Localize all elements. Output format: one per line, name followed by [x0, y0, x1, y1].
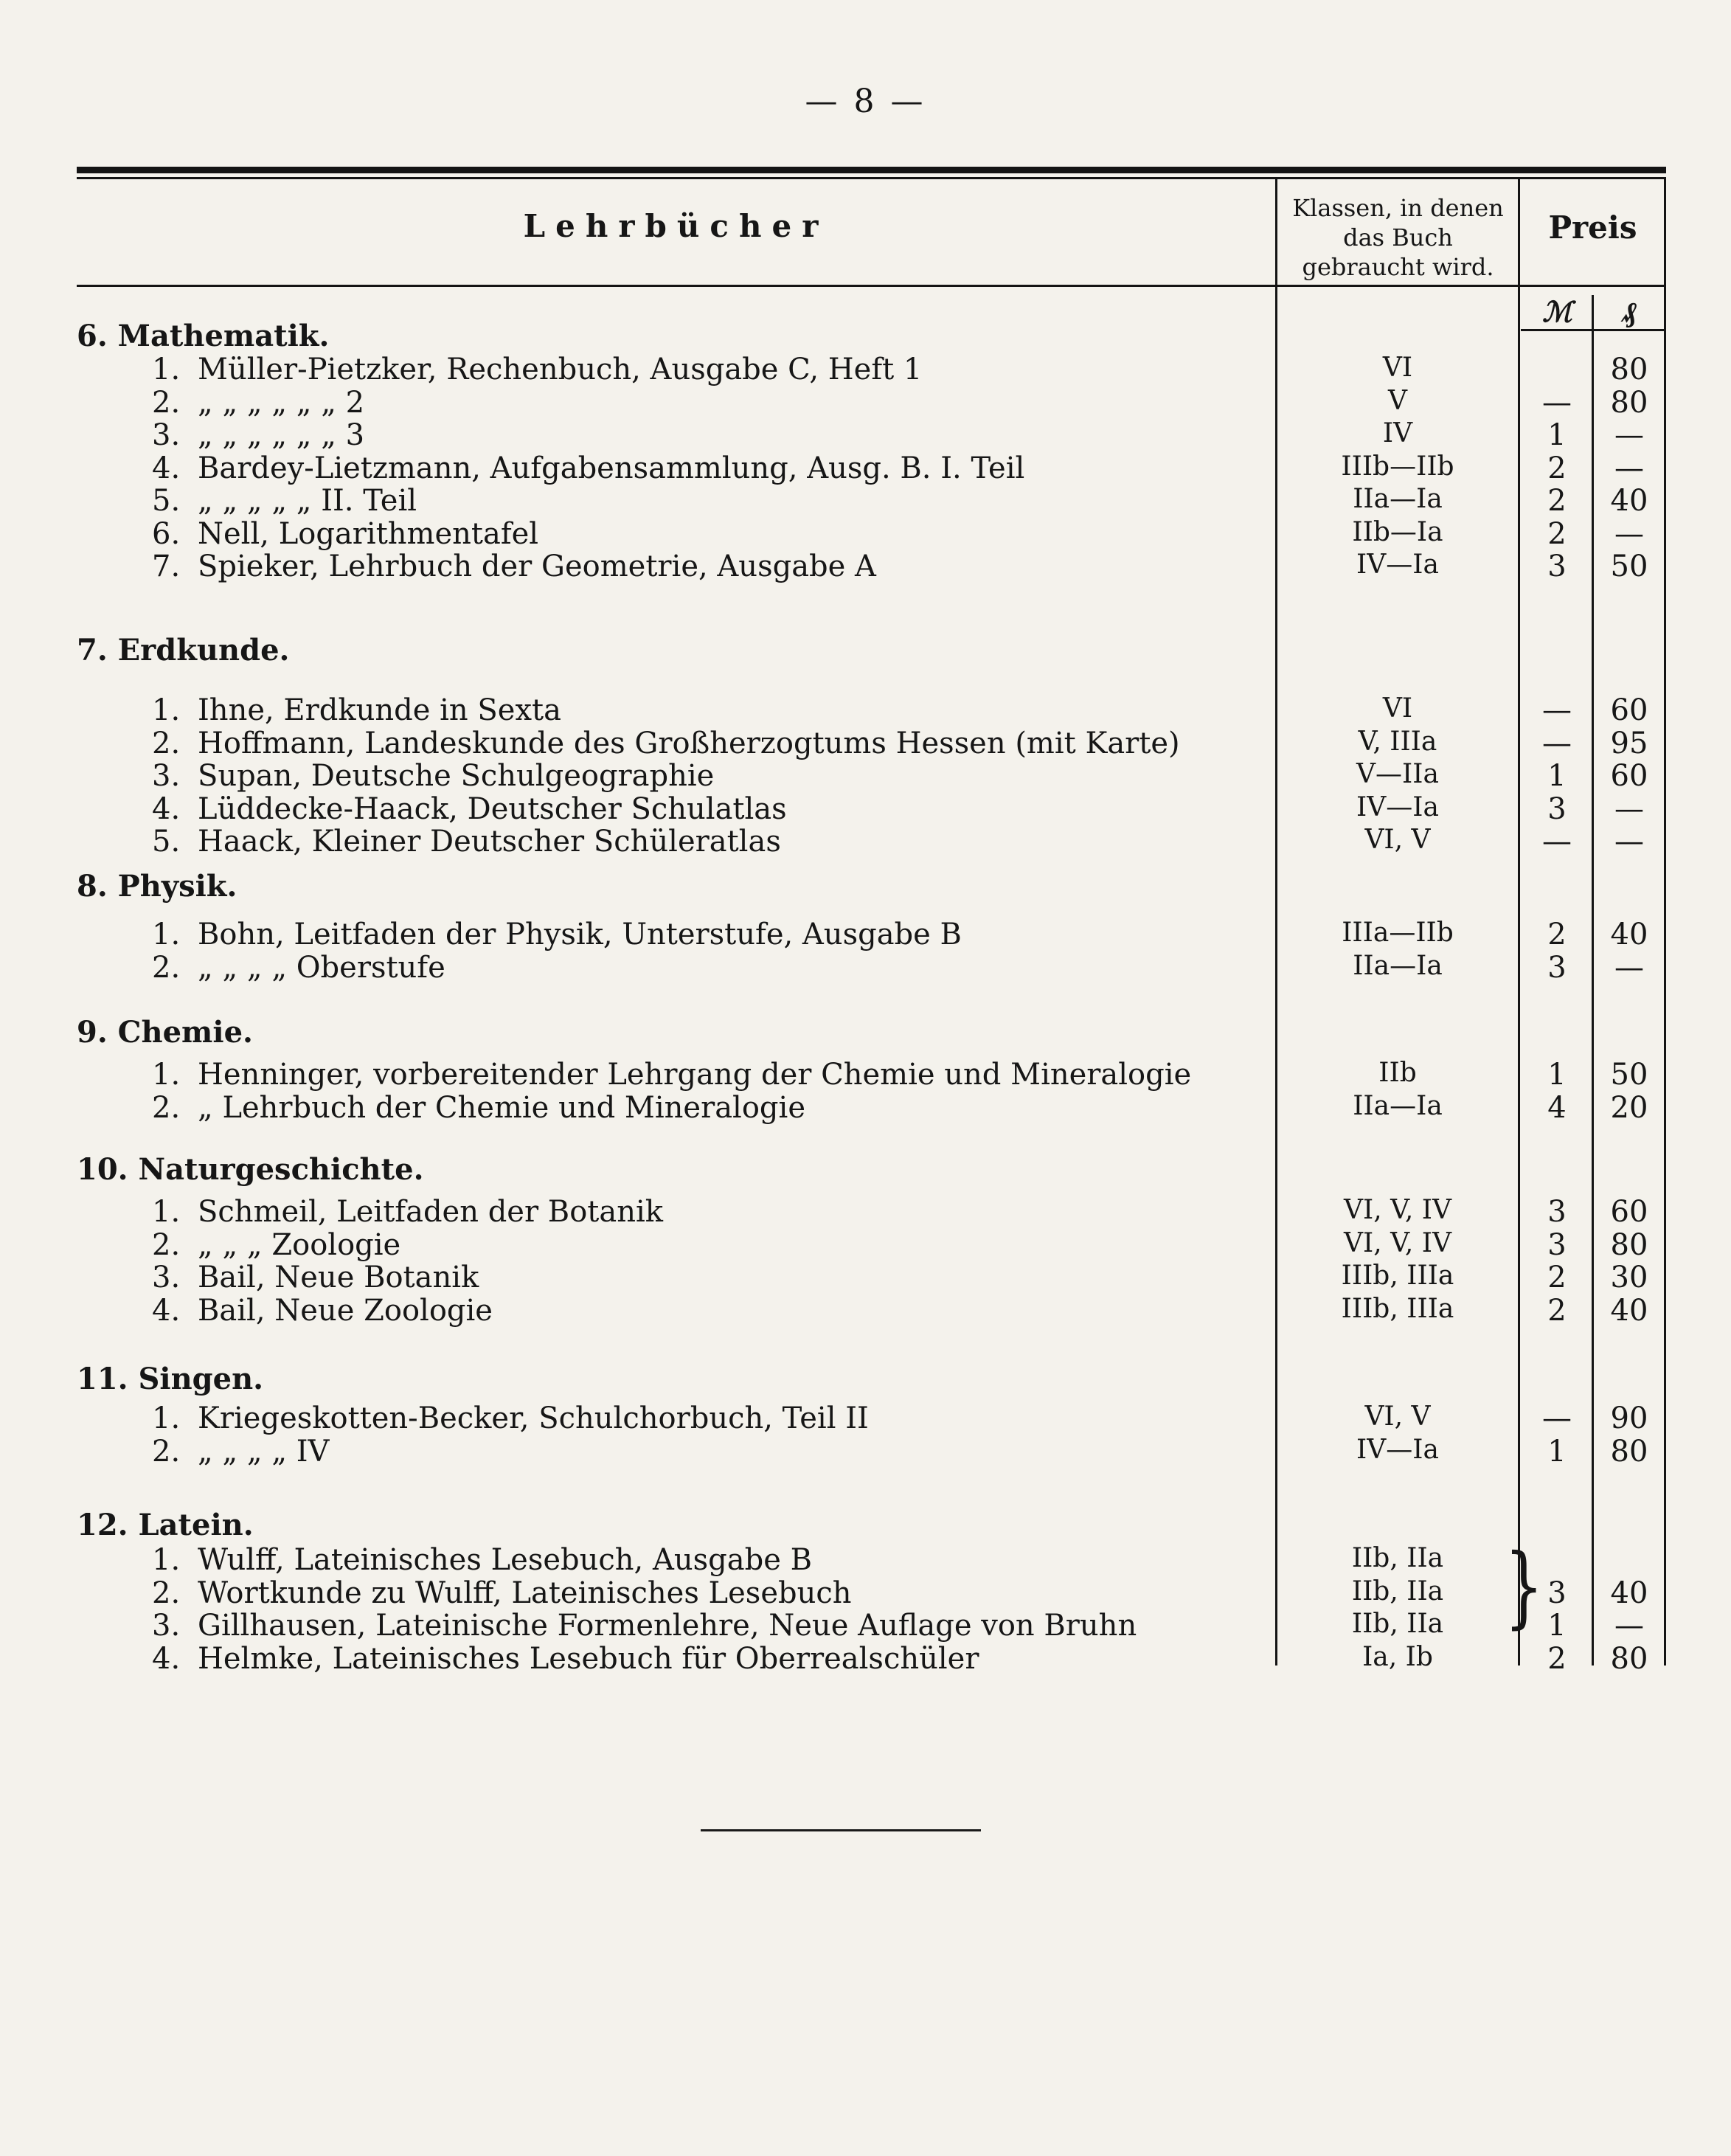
book-classes: IIIb, IIIa	[1341, 1293, 1454, 1324]
section-title: 6. Mathematik.	[77, 319, 330, 353]
price-pfennig: 50	[1610, 550, 1648, 583]
book-title: Bohn, Leitfaden der Physik, Unterstufe, Ausgabe B	[198, 918, 962, 952]
header-bottom-rule	[77, 285, 1666, 287]
book-title: Henninger, vorbereitender Lehrgang der Chemie und Mineralogie	[198, 1058, 1192, 1092]
closing-rule	[701, 1829, 981, 1831]
table-row	[0, 517, 1731, 551]
book-classes: IV	[1382, 418, 1413, 448]
book-title: Bail, Neue Botanik	[198, 1261, 479, 1294]
table-row	[0, 1091, 1731, 1125]
price-pfennig: 80	[1610, 1227, 1648, 1262]
header-mark: ℳ	[1542, 295, 1572, 328]
book-title: Spieker, Lehrbuch der Geometrie, Ausgabe A	[198, 550, 876, 583]
price-mark: 2	[1547, 451, 1567, 485]
table-row	[0, 951, 1731, 985]
row-number: 1.	[152, 353, 181, 387]
book-title: Bail, Neue Zoologie	[198, 1293, 493, 1328]
book-title: „ „ „ „ „ II. Teil	[198, 484, 417, 518]
row-number: 7.	[152, 550, 181, 583]
row-number: 2.	[152, 726, 181, 760]
book-classes: VI, V, IV	[1344, 1195, 1451, 1225]
row-number: 1.	[152, 1401, 181, 1435]
section-title: 9. Chemie.	[77, 1015, 253, 1050]
book-title: Schmeil, Leitfaden der Botanik	[198, 1195, 663, 1229]
book-title: Supan, Deutsche Schulgeographie	[198, 759, 715, 793]
price-pfennig: —	[1614, 1609, 1644, 1643]
page-number: — 8 —	[805, 83, 926, 120]
row-number: 6.	[152, 516, 181, 551]
price-pfennig: —	[1614, 418, 1644, 452]
book-title: „ Lehrbuch der Chemie und Mineralogie	[198, 1090, 806, 1125]
book-classes: IIb, IIa	[1351, 1576, 1444, 1606]
book-title: Hoffmann, Landeskunde des Großherzogtums Hessen (mit Karte)	[198, 726, 1180, 760]
price-pfennig: 40	[1610, 484, 1648, 518]
table-row	[0, 1609, 1731, 1643]
book-title: Wulff, Lateinisches Lesebuch, Ausgabe B	[198, 1543, 812, 1577]
book-classes: IIIb, IIIa	[1341, 1261, 1454, 1291]
price-mark: 3	[1547, 550, 1567, 583]
price-pfennig: 30	[1610, 1261, 1648, 1294]
book-classes: IIb—Ia	[1352, 516, 1443, 547]
book-classes: V—IIa	[1356, 759, 1439, 789]
row-number: 2.	[152, 1576, 181, 1610]
table-row	[0, 1435, 1731, 1469]
table-row	[0, 353, 1731, 387]
price-mark: 3	[1547, 950, 1567, 985]
book-classes: IV—Ia	[1356, 550, 1439, 580]
price-mark: —	[1542, 825, 1572, 859]
row-number: 2.	[152, 1434, 181, 1469]
book-classes: V, IIIa	[1358, 726, 1437, 757]
book-title: Gillhausen, Lateinische Formenlehre, Neue Auflage von Bruhn	[198, 1609, 1137, 1643]
table-row	[0, 1401, 1731, 1435]
header-price: Preis	[1548, 209, 1637, 246]
row-number: 2.	[152, 950, 181, 985]
price-pfennig: 80	[1610, 385, 1648, 420]
book-classes: IIa—Ia	[1353, 950, 1443, 981]
price-pfennig: 20	[1610, 1090, 1648, 1125]
book-title: Haack, Kleiner Deutscher Schüleratlas	[198, 825, 781, 859]
row-number: 5.	[152, 825, 181, 859]
table-row	[0, 1261, 1731, 1294]
price-mark: 2	[1547, 1293, 1567, 1328]
table-row	[0, 451, 1731, 485]
price-pfennig: 60	[1610, 1195, 1648, 1229]
price-pfennig: 90	[1610, 1401, 1648, 1435]
table-row	[0, 1543, 1731, 1577]
section-title: 11. Singen.	[77, 1362, 264, 1396]
section-title: 12. Latein.	[77, 1508, 254, 1542]
book-classes: Ia, Ib	[1362, 1641, 1433, 1672]
book-classes: IV—Ia	[1356, 1434, 1439, 1465]
price-mark: 3	[1547, 1195, 1567, 1229]
table-row	[0, 693, 1731, 727]
price-pfennig: 40	[1610, 1576, 1648, 1610]
table-row	[0, 1576, 1731, 1610]
book-classes: IIIa—IIb	[1342, 918, 1454, 948]
book-classes: IIb, IIa	[1351, 1609, 1444, 1639]
table-top-rule-thin	[77, 177, 1666, 179]
book-classes: VI, V	[1364, 825, 1431, 855]
row-number: 1.	[152, 1543, 181, 1577]
book-title: „ „ „ „ Oberstufe	[198, 950, 445, 985]
price-pfennig: —	[1614, 516, 1644, 551]
header-classes: Klassen, in denen das Buch gebraucht wird.	[1292, 194, 1504, 281]
section-title: 10. Naturgeschichte.	[77, 1152, 424, 1187]
price-mark: 3	[1547, 1576, 1567, 1610]
price-mark: 1	[1547, 1609, 1567, 1643]
price-pfennig: 50	[1610, 1058, 1648, 1092]
book-title: Nell, Logarithmentafel	[198, 516, 539, 551]
price-pfennig: —	[1614, 451, 1644, 485]
table-row	[0, 418, 1731, 452]
table-row	[0, 792, 1731, 826]
book-title: „ „ „ „ IV	[198, 1434, 330, 1469]
row-number: 1.	[152, 693, 181, 727]
book-classes: VI, V	[1364, 1401, 1431, 1432]
table-row	[0, 759, 1731, 793]
bracket-brace: }	[1504, 1536, 1544, 1638]
row-number: 4.	[152, 791, 181, 826]
price-pfennig: —	[1614, 950, 1644, 985]
book-title: Lüddecke-Haack, Deutscher Schulatlas	[198, 791, 787, 826]
currency-rule	[1521, 329, 1665, 331]
price-pfennig: 95	[1610, 726, 1648, 760]
price-mark: 2	[1547, 1641, 1567, 1676]
price-mark: 2	[1547, 484, 1567, 518]
price-pfennig: 80	[1610, 1641, 1648, 1676]
book-classes: IIb, IIa	[1351, 1543, 1444, 1573]
row-number: 2.	[152, 1090, 181, 1125]
price-pfennig: 60	[1610, 759, 1648, 793]
row-number: 1.	[152, 1058, 181, 1092]
book-classes: IV—Ia	[1356, 791, 1439, 822]
row-number: 1.	[152, 1195, 181, 1229]
table-row	[0, 1642, 1731, 1676]
book-classes: VI	[1382, 693, 1413, 724]
book-title: „ „ „ „ „ „ 3	[198, 418, 365, 452]
price-mark: —	[1542, 1401, 1572, 1435]
book-title: Müller-Pietzker, Rechenbuch, Ausgabe C, Heft 1	[198, 353, 923, 387]
section-title: 8. Physik.	[77, 869, 237, 904]
price-mark: 4	[1547, 1090, 1567, 1125]
table-row	[0, 825, 1731, 859]
row-number: 4.	[152, 1293, 181, 1328]
row-number: 2.	[152, 385, 181, 420]
price-pfennig: 60	[1610, 693, 1648, 727]
book-classes: VI, V, IV	[1344, 1227, 1451, 1258]
price-pfennig: 80	[1610, 1434, 1648, 1469]
header-books: Lehrbücher	[523, 208, 829, 244]
table-row	[0, 550, 1731, 583]
price-mark: 3	[1547, 1227, 1567, 1262]
row-number: 4.	[152, 451, 181, 485]
table-row	[0, 484, 1731, 518]
header-pfennig: ₰	[1623, 295, 1637, 328]
book-title: „ „ „ „ „ „ 2	[198, 385, 365, 420]
book-title: Ihne, Erdkunde in Sexta	[198, 693, 561, 727]
book-title: Kriegeskotten-Becker, Schulchorbuch, Teil II	[198, 1401, 869, 1435]
price-mark: —	[1542, 385, 1572, 420]
book-title: Wortkunde zu Wulff, Lateinisches Lesebuch	[198, 1576, 852, 1610]
price-mark: 1	[1547, 418, 1567, 452]
table-row	[0, 727, 1731, 760]
table-row	[0, 1228, 1731, 1262]
book-title: „ „ „ Zoologie	[198, 1227, 401, 1262]
section-title: 7. Erdkunde.	[77, 633, 290, 668]
price-pfennig: 80	[1610, 353, 1648, 387]
price-mark: 1	[1547, 1058, 1567, 1092]
price-mark: 2	[1547, 1261, 1567, 1294]
price-mark: —	[1542, 693, 1572, 727]
book-classes: V	[1388, 385, 1407, 416]
book-title: Helmke, Lateinisches Lesebuch für Oberrealschüler	[198, 1641, 979, 1676]
table-row	[0, 1058, 1731, 1092]
table-row	[0, 918, 1731, 952]
table-top-rule	[77, 167, 1666, 173]
row-number: 3.	[152, 418, 181, 452]
table-row	[0, 386, 1731, 420]
price-mark: 1	[1547, 1434, 1567, 1469]
price-mark: 2	[1547, 918, 1567, 952]
book-classes: IIa—Ia	[1353, 484, 1443, 514]
row-number: 1.	[152, 918, 181, 952]
book-classes: VI	[1382, 353, 1413, 383]
price-pfennig: —	[1614, 791, 1644, 826]
row-number: 5.	[152, 484, 181, 518]
price-pfennig: 40	[1610, 1293, 1648, 1328]
row-number: 3.	[152, 1261, 181, 1294]
price-mark: 1	[1547, 759, 1567, 793]
row-number: 4.	[152, 1641, 181, 1676]
book-classes: IIIb—IIb	[1341, 451, 1454, 482]
price-mark: 3	[1547, 791, 1567, 826]
table-row	[0, 1294, 1731, 1328]
price-mark: 2	[1547, 516, 1567, 551]
book-classes: IIa—Ia	[1353, 1090, 1443, 1121]
table-row	[0, 1195, 1731, 1229]
row-number: 2.	[152, 1227, 181, 1262]
price-pfennig: —	[1614, 825, 1644, 859]
book-classes: IIb	[1378, 1058, 1417, 1088]
book-title: Bardey-Lietzmann, Aufgabensammlung, Ausg. B. I. Teil	[198, 451, 1025, 485]
row-number: 3.	[152, 759, 181, 793]
price-pfennig: 40	[1610, 918, 1648, 952]
price-mark: —	[1542, 726, 1572, 760]
row-number: 3.	[152, 1609, 181, 1643]
